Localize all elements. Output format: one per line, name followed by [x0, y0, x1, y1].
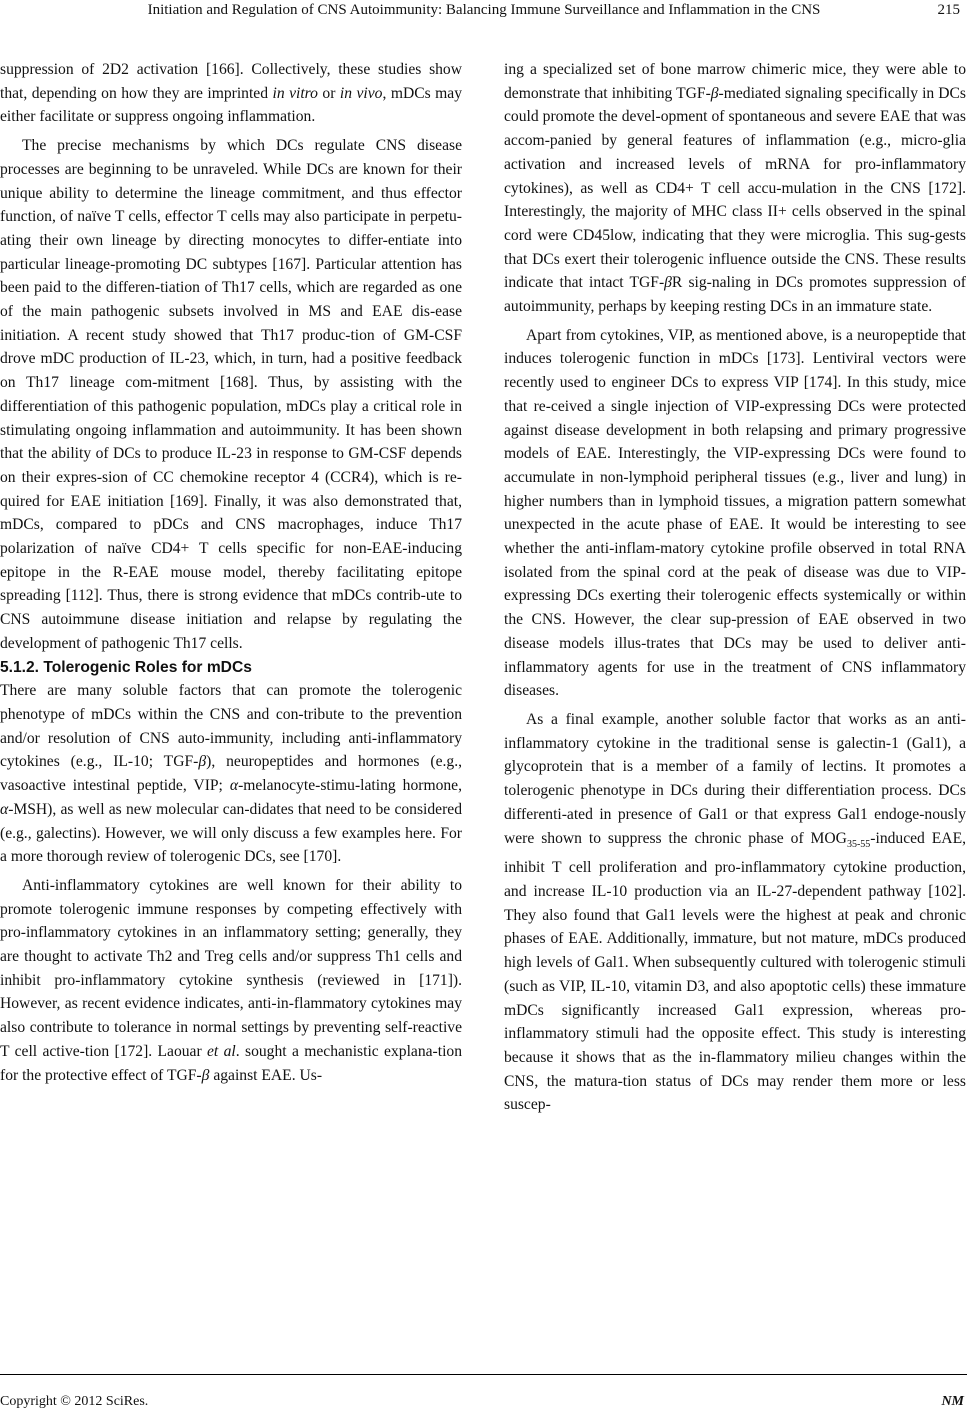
right-paragraph-3: As a final example, another soluble factor that works as an anti-inflammatory cytokine in the traditional sense is galectin-1 (Gal1), a glycoprotein that is a member of a family of lectins. It promotes a tolerogenic phenotype in DCs during their differentiation process. DCs differenti-ated in presence of Gal1 or that express Gal1 endoge-nously were shown to suppress the chronic phase of $MOG_{35-55}$-induced EAE, inhibit T cell proliferation and pro-inflammatory cytokine production, and increase IL-10 production via an IL-27-dependent pathway [102]. They also found that Gal1 levels were the highest at peak and chronic phases of EAE. Additionally, immature, but not mature, mDCs produced high levels of Gal1. When subsequently cultured with tolerogenic stimuli (such as VIP, IL-10, vitamin D3, and also apoptotic cells) these immature mDCs significantly increased Gal1 expression, whereas pro-inflammatory stimuli had the opposite effect. This study is interesting because it shows that as the in-flammatory milieu changes within the CNS, the matura-tion status of DCs may render them more or less suscep- [504, 710, 966, 1114]
copyright-notice: Copyright © 2012 SciRes. [0, 1394, 149, 1409]
section-heading: 5.1.2. Tolerogenic Roles for mDCs [0, 658, 252, 676]
left-paragraph-3: There are many soluble factors that can promote the tolerogenic phenotype of mDCs within the CNS and con-tribute to the prevention and/or resolution of CNS auto-immunity, including anti-inflammatory cytokines (e.g., IL-10; TGF-β), neuropeptides and hormones (e.g., vasoactive intestinal peptide, VIP; α-melanocyte-stimu-lating hormone, α-MSH), as well as new molecular can-didates that need to be considered (e.g., galectins). However, we will only discuss a few examples here. For a more thorough review of tolerogenic DCs, see [170]. [0, 682, 462, 866]
journal-abbreviation: NM [941, 1394, 964, 1409]
right-column [504, 58, 966, 1117]
left-paragraph-4: Anti-inflammatory cytokines are well known for their ability to promote tolerogenic immune responses by competing effectively with pro-inflammatory cytokines in an inflammatory setting; generally, they are thought to activate Th2 and Treg cells and/or suppress Th1 cells and inhibit pro-inflammatory cytokine synthesis (reviewed in [171]). However, as recent evidence indicates, anti-in-flammatory cytokines may also contribute to tolerance in normal settings by preventing self-reactive T cell active-tion [172]. Laouar et al. sought a mechanistic explana-tion for the protective effect of TGF-β against EAE. Us- [0, 876, 462, 1084]
right-paragraph-2: Apart from cytokines, VIP, as mentioned above, is a neuropeptide that induces tolerogenic function in mDCs [173]. Lentiviral vectors were recently used to engineer DCs to express VIP [174]. In this study, mice that re-ceived a single injection of VIP-expressing DCs were protected against disease development in both relapsing and primary progressive models of EAE. Interestingly, the VIP-expressing DCs were found to accumulate in non-lymphoid peripheral tissues (e.g., liver and lung) in higher numbers than in lymphoid tissues, a migration pattern somewhat unexpected in the acute phase of EAE. It would be interesting to see whether the anti-inflam-matory cytokine profile observed in total RNA isolated from the spinal cord at the peak of disease was due to VIP-expressing DCs exerting their tolerogenic effects systemically or within the CNS. However, the clear sup-pression of EAE observed in two disease models illus-trates that DCs may be used to deliver anti-inflammatory agents for use in the treatment of CNS inflammatory diseases. [504, 326, 966, 700]
left-paragraph-2: The precise mechanisms by which DCs regulate CNS disease processes are beginning to be unraveled. While DCs are known for their unique ability to determine the lineage commitment, and thus effector function, of naïve T cells, effector T cells may also participate in perpetu-ating their own lineage by directing monocytes to differ-entiate into particular lineage-promoting DC subtypes [167]. Particular attention has been paid to the differen-tiation of Th17 cells, which are regarded as one of the main pathogenic subsets involved in MS and EAE dis-ease initiation. A recent study showed that Th17 produc-tion of GM-CSF drove mDC production of IL-23, which, in turn, had a positive feedback on Th17 lineage com-mitment [168]. Thus, by assisting with the differentiation of this pathogenic population, mDCs play a critical role in stimulating ongoing inflammation and autoimmunity. It has been shown that the ability of DCs to produce IL-23 in response to GM-CSF depends on their expres-sion of CC chemokine receptor 4 (CCR4), which is re-quired for EAE initiation [169]. Finally, it was also demonstrated that, mDCs, compared to pDCs and CNS macrophages, induce Th17 polarization of naïve CD4+ T cells specific for non-EAE-inducing epitope in the R-EAE mouse model, thereby facilitating epitope spreading [112]. Thus, there is strong evidence that mDCs contrib-ute to CNS autoimmune disease initiation and relapse by regulating the development of pathogenic Th17 cells. [0, 137, 462, 652]
left-paragraph-1: suppression of 2D2 activation [166]. Collectively, these studies show that, depending on how they are imprinted in vitro or in vivo, mDCs may either facilitate or suppress ongoing inflammation. [0, 61, 463, 126]
running-title: Initiation and Regulation of CNS Autoimmunity: Balancing Immune Surveillance and Inflammation in the CNS [147, 2, 821, 18]
page-number: 215 [937, 2, 960, 18]
left-column [0, 58, 462, 1087]
right-paragraph-1: ing a specialized set of bone marrow chimeric mice, they were able to demonstrate that inhibiting TGF-β-mediated signaling specifically in DCs could promote the devel-opment of spontaneous and severe EAE that was accom-panied by general features of inflammation (e.g., micro-glia activation and increased levels of mRNA for pro-inflammatory cytokines), as well as CD4+ T cell accu-mulation in the CNS [172]. Interestingly, the majority of MHC class II+ cells observed in the spinal cord were CD45low, indicating that they were microglia. This sug-gests that DCs exert their tolerogenic influence outside the CNS. These results indicate that intact TGF-βR sig-naling in DCs promotes suppression of autoimmunity, perhaps by keeping resting DCs in an immature state. [504, 61, 966, 316]
footer-rule [0, 1374, 967, 1375]
